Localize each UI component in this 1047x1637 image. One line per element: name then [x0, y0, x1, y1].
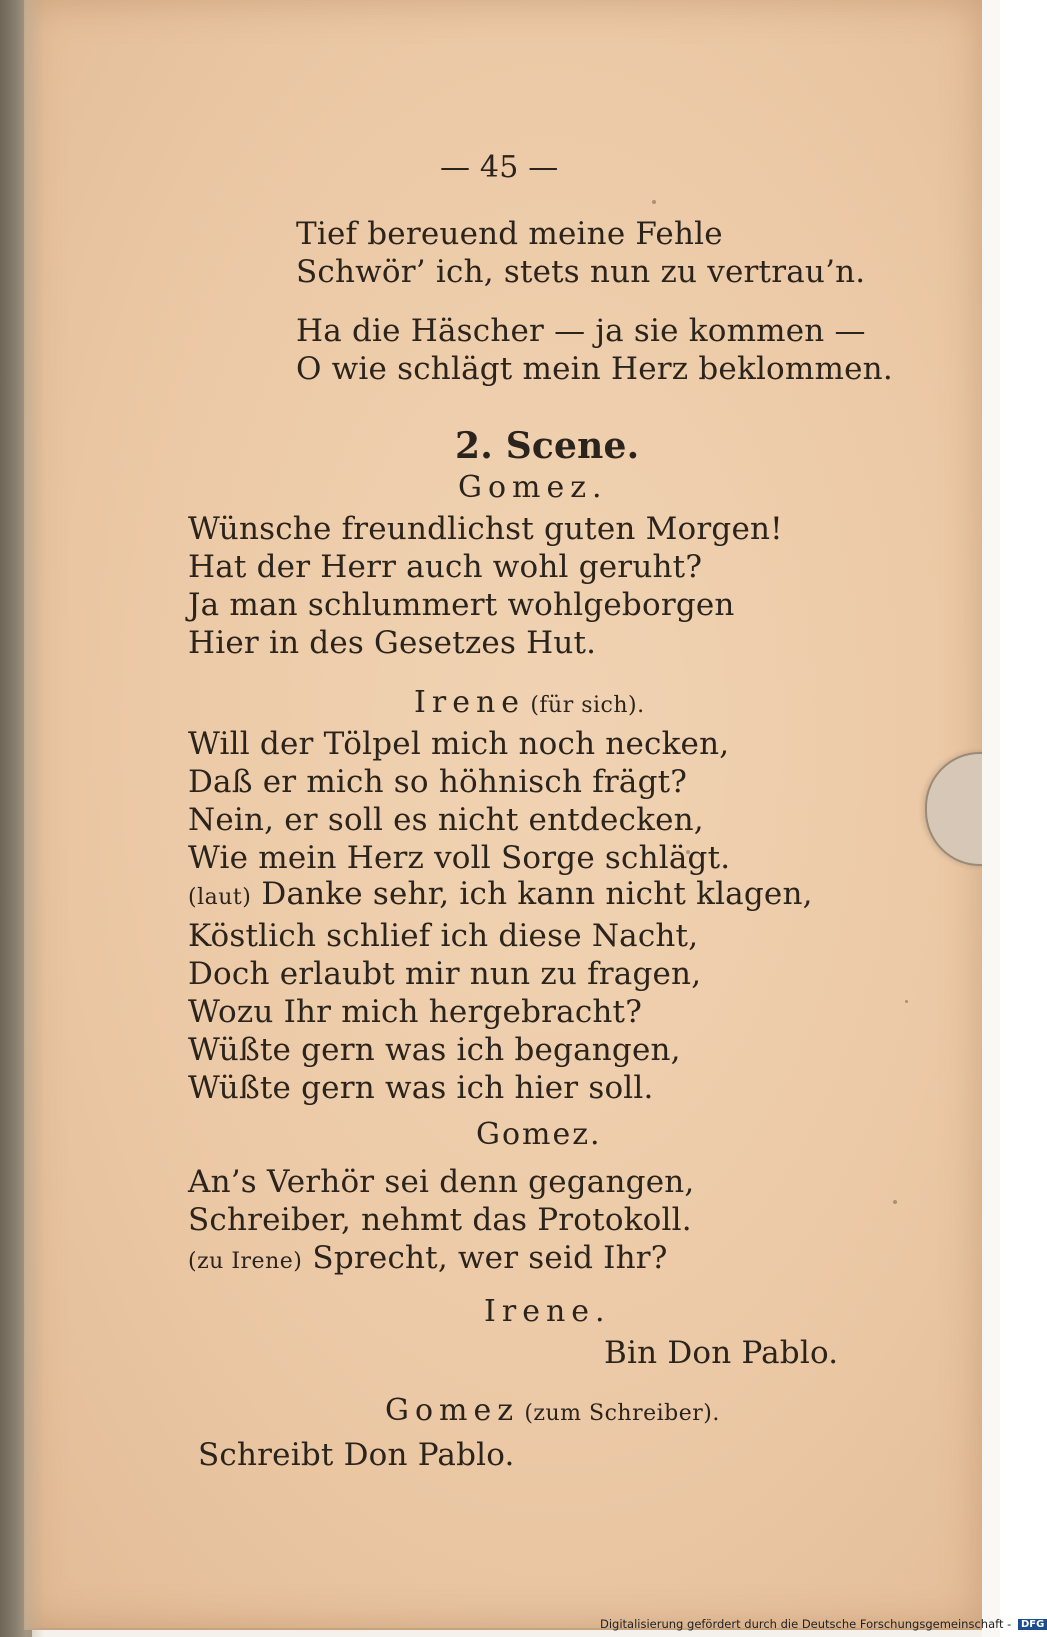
verse-stanza-1: Tief bereuend meine Fehle Schwör’ ich, stets nun zu vertrau’n.	[296, 216, 866, 290]
paper-speck	[652, 200, 656, 204]
verse-stanza-3: Wünsche freundlichst guten Morgen! Hat der Herr auch wohl geruht? Ja man schlummert wohlgeborgen Hier in des Gesetzes Hut.	[188, 511, 783, 661]
speaker-name: Gomez	[385, 1393, 520, 1428]
speaker-gomez-3	[385, 1393, 720, 1428]
paper-speck	[893, 1200, 897, 1204]
speaker-irene-1	[414, 685, 645, 720]
verse-line	[188, 1239, 694, 1281]
verse-stanza-5	[188, 875, 813, 1107]
digitization-footer	[600, 1617, 1047, 1631]
speaker-gomez-2: Gomez.	[476, 1117, 602, 1152]
irene-reply: Bin Don Pablo.	[604, 1335, 839, 1371]
stage-direction: (zu Irene)	[188, 1249, 303, 1274]
verse-lines: An’s Verhör sei denn gegangen, Schreiber, nehmt das Protokoll.	[188, 1164, 695, 1238]
scene-heading: 2. Scene.	[455, 425, 640, 467]
verse-stanza-6	[188, 1163, 694, 1281]
verse-lines: Köstlich schlief ich diese Nacht, Doch erlaubt mir nun zu fragen, Wozu Ihr mich hergebracht? Wüßte gern was ich begangen, Wüßte gern was ich hier soll.	[188, 918, 702, 1106]
stage-direction: (laut)	[188, 885, 252, 910]
binding-shadow	[0, 0, 44, 1637]
verse-line	[188, 875, 813, 917]
speaker-gomez-1: Gomez.	[458, 470, 608, 505]
verse-last-line: Schreibt Don Pablo.	[198, 1437, 515, 1473]
speaker-irene-2: Irene.	[484, 1294, 611, 1329]
stage-direction: (für sich).	[530, 693, 645, 718]
speaker-name: Irene	[414, 685, 526, 720]
verse-stanza-2: Ha die Häscher — ja sie kommen — O wie schlägt mein Herz beklommen.	[296, 313, 893, 387]
footer-text: Digitalisierung gefördert durch die Deutsche Forschungsgemeinschaft -	[600, 1617, 1012, 1631]
dfg-logo: DFG	[1018, 1619, 1047, 1630]
verse-text: Danke sehr, ich kann nicht klagen,	[261, 876, 813, 912]
stage-direction: (zum Schreiber).	[524, 1401, 720, 1426]
right-margin	[982, 0, 1000, 1637]
verse-text: Sprecht, wer seid Ihr?	[312, 1240, 668, 1276]
paper-speck	[905, 1000, 908, 1003]
verse-stanza-4: Will der Tölpel mich noch necken, Daß er mich so höhnisch frägt? Nein, er soll es nicht entdecken, Wie mein Herz voll Sorge schlägt.	[188, 726, 731, 876]
page-number: — 45 —	[440, 150, 559, 185]
